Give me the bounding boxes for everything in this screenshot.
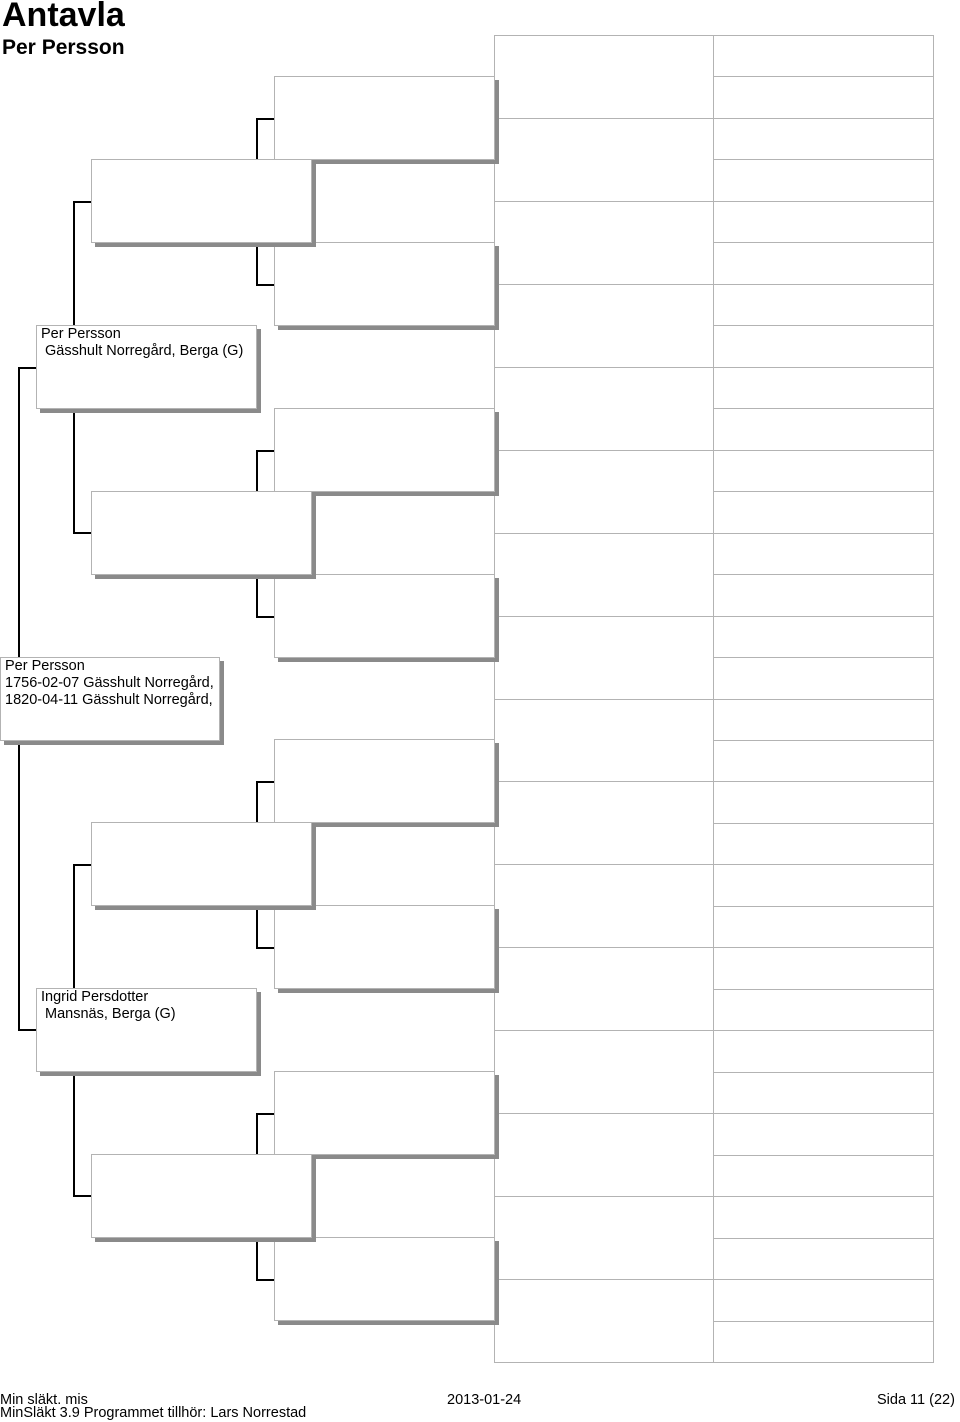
subject-name: Per Persson [2, 36, 125, 59]
father-place: Gässhult Norregård, Berga (G) [41, 343, 244, 359]
ancestor-cell-gen5[interactable] [713, 450, 934, 492]
connector-horizontal [256, 1279, 276, 1281]
ancestor-cell-gen5[interactable] [713, 1030, 934, 1073]
page-title: Antavla [2, 0, 125, 34]
ancestor-cell-gen5[interactable] [713, 864, 934, 907]
grandparent-box[interactable] [91, 822, 312, 906]
ancestor-box-gen3[interactable] [274, 739, 495, 823]
ancestor-cell-gen5[interactable] [713, 201, 934, 243]
root-person-name: Per Persson [5, 658, 85, 674]
connector-horizontal [256, 781, 276, 783]
ancestor-box-gen3[interactable] [274, 242, 495, 326]
ancestor-cell-gen5[interactable] [713, 118, 934, 160]
ancestor-cell-gen5[interactable] [713, 491, 934, 534]
ancestor-cell-gen5[interactable] [713, 823, 934, 865]
root-person-box[interactable] [0, 657, 220, 741]
connector-horizontal [256, 118, 276, 120]
ancestor-box-gen3[interactable] [274, 574, 495, 658]
ancestor-cell-gen4[interactable] [494, 450, 714, 534]
ancestor-cell-gen4[interactable] [494, 367, 714, 451]
ancestor-cell-gen5[interactable] [713, 574, 934, 617]
ancestor-cell-gen5[interactable] [713, 1113, 934, 1156]
ancestor-cell-gen4[interactable] [494, 1030, 714, 1114]
mother-place: Mansnäs, Berga (G) [41, 1006, 176, 1022]
ancestor-cell-gen5[interactable] [713, 699, 934, 741]
connector-horizontal [256, 450, 276, 452]
ancestor-cell-gen4[interactable] [494, 864, 714, 948]
connector-horizontal [73, 864, 93, 866]
ancestor-cell-gen4[interactable] [494, 35, 714, 119]
ancestor-box-gen3[interactable] [274, 905, 495, 989]
ancestor-cell-gen5[interactable] [713, 367, 934, 409]
connector-horizontal [256, 616, 276, 618]
ancestor-box-gen3[interactable] [274, 1071, 495, 1155]
ancestor-cell-gen5[interactable] [713, 989, 934, 1031]
ancestor-cell-gen4[interactable] [494, 201, 714, 285]
ancestor-cell-gen5[interactable] [713, 1279, 934, 1322]
footer-date: 2013-01-24 [447, 1392, 522, 1408]
root-person-birth: 1756-02-07 Gässhult Norregård, [5, 675, 214, 691]
ancestor-cell-gen5[interactable] [713, 1321, 934, 1363]
ancestor-box-gen3[interactable] [274, 1237, 495, 1321]
connector-horizontal [256, 1113, 276, 1115]
ancestor-cell-gen5[interactable] [713, 781, 934, 824]
ancestor-cell-gen4[interactable] [494, 1196, 714, 1280]
ancestor-cell-gen4[interactable] [494, 118, 714, 202]
connector-horizontal [256, 947, 276, 949]
connector-horizontal [73, 532, 93, 534]
footer-program: MinSläkt 3.9 Programmet tillhör: Lars Norrestad [0, 1405, 307, 1421]
ancestor-cell-gen5[interactable] [713, 616, 934, 658]
ancestor-cell-gen5[interactable] [713, 533, 934, 575]
connector-horizontal [18, 1029, 38, 1031]
ancestor-cell-gen5[interactable] [713, 1155, 934, 1197]
ancestor-cell-gen5[interactable] [713, 1196, 934, 1239]
ancestor-cell-gen5[interactable] [713, 947, 934, 990]
ancestor-cell-gen5[interactable] [713, 242, 934, 285]
father-box[interactable] [36, 325, 257, 409]
connector-horizontal [256, 284, 276, 286]
ancestor-cell-gen5[interactable] [713, 740, 934, 782]
ancestor-cell-gen5[interactable] [713, 1238, 934, 1280]
ancestor-box-gen3[interactable] [274, 76, 495, 160]
grandparent-box[interactable] [91, 159, 312, 243]
ancestor-cell-gen4[interactable] [494, 699, 714, 782]
ancestor-cell-gen5[interactable] [713, 325, 934, 368]
father-name: Per Persson [41, 326, 121, 342]
mother-name: Ingrid Persdotter [41, 989, 149, 1005]
footer-filename: Min släkt. mis [0, 1392, 88, 1408]
ancestor-cell-gen5[interactable] [713, 408, 934, 451]
ancestor-cell-gen5[interactable] [713, 906, 934, 948]
ancestor-cell-gen5[interactable] [713, 284, 934, 326]
ancestor-cell-gen4[interactable] [494, 616, 714, 700]
ancestor-cell-gen5[interactable] [713, 1072, 934, 1114]
mother-box[interactable] [36, 988, 257, 1072]
ancestor-cell-gen5[interactable] [713, 35, 934, 77]
ancestor-cell-gen4[interactable] [494, 533, 714, 617]
grandparent-box[interactable] [91, 1154, 312, 1238]
connector-horizontal [73, 1195, 93, 1197]
ancestor-cell-gen4[interactable] [494, 781, 714, 865]
ancestor-cell-gen4[interactable] [494, 947, 714, 1031]
connector-horizontal [73, 201, 93, 203]
ancestor-cell-gen4[interactable] [494, 284, 714, 368]
ancestor-cell-gen4[interactable] [494, 1113, 714, 1197]
ancestor-box-gen3[interactable] [274, 408, 495, 492]
footer-page-number: Sida 11 (22) [877, 1392, 955, 1408]
ancestor-cell-gen4[interactable] [494, 1279, 714, 1363]
connector-horizontal [18, 367, 38, 369]
ancestor-cell-gen5[interactable] [713, 76, 934, 119]
grandparent-box[interactable] [91, 491, 312, 575]
ancestor-cell-gen5[interactable] [713, 657, 934, 700]
ancestor-cell-gen5[interactable] [713, 159, 934, 202]
root-person-death: 1820-04-11 Gässhult Norregård, [5, 692, 213, 708]
